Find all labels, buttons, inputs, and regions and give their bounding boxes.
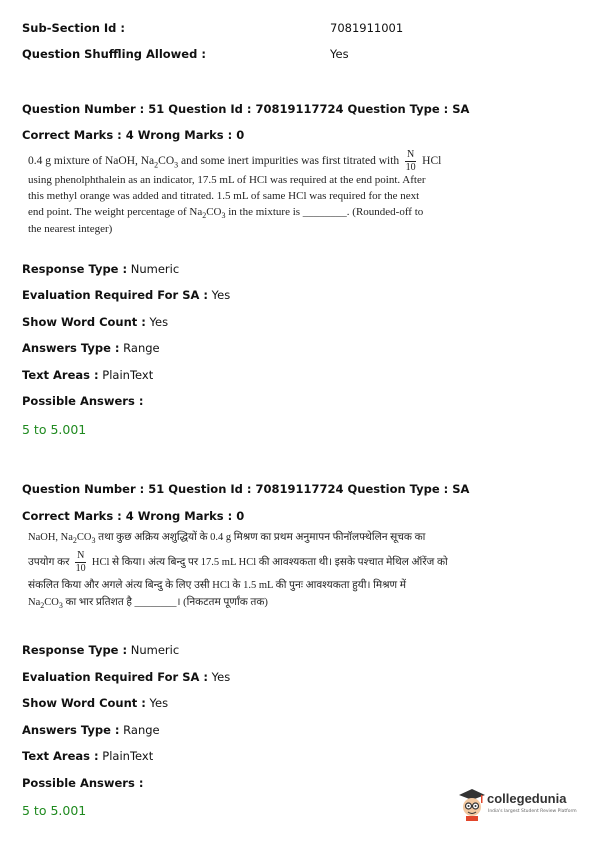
field-evaluation-required: Evaluation Required For SA : Yes [22, 670, 231, 684]
sub-section-label: Sub-Section Id : [22, 21, 126, 35]
question-marks: Correct Marks : 4 Wrong Marks : 0 [22, 128, 245, 142]
field-show-word-count: Show Word Count : Yes [22, 315, 169, 329]
question-marks: Correct Marks : 4 Wrong Marks : 0 [22, 509, 245, 523]
shuffle-value: Yes [330, 47, 349, 61]
fraction-n-over-10: $\frac{N}{10}$ [75, 550, 86, 575]
field-possible-answers: Possible Answers : [22, 394, 144, 408]
question-text-hindi: NaOH, $Na_2CO_3$ तथा कुछ अक्रिय अशुद्धियों के 0.4 g मिश्रण का प्रथम अनुमापन फीनॉलफ्थेलिन सूचक का उपयोग कर $\frac{N}{10}$ HCl से किया। अंत्य बिन्दु पर 17.5 mL HCl की आवश्यकता थी। इसके पश्चात मेथिल ऑरेंज को संकलित किया और अगले अंत्य बिन्दु के लिए उसी HCl के 1.5 mL की पुनः आवश्यकता हुयी। मिश्रण में $Na_2CO_3$ का भार प्रतिशत है ________। (निकटतम पूर्णांक तक) [28, 532, 448, 610]
shuffle-label: Question Shuffling Allowed : [22, 47, 206, 61]
sub-section-value: 7081911001 [330, 21, 404, 35]
field-answers-type: Answers Type : Range [22, 723, 160, 737]
graduate-mascot-icon [458, 787, 486, 821]
field-show-word-count: Show Word Count : Yes [22, 696, 169, 710]
field-answers-type: Answers Type : Range [22, 341, 160, 355]
field-text-areas: Text Areas : PlainText [22, 368, 154, 382]
fraction-n-over-10: $\frac{N}{10}$ [405, 149, 416, 173]
possible-answer-value: 5 to 5.001 [22, 422, 87, 437]
question-header: Question Number : 51 Question Id : 70819117724 Question Type : SA [22, 102, 470, 116]
logo-tagline: India's largest Student Review Platform [488, 809, 577, 814]
field-response-type: Response Type : Numeric [22, 643, 180, 657]
question-text-english: 0.4 g mixture of NaOH, $Na_2CO_3$ and some inert impurities was first titrated with $\frac{N}{10}$ HCl using phenolphthalein as an indicator, 17.5 mL of HCl was required at the end point. After this methyl orange was added and titrated. 1.5 mL of same HCl was required for the next end point. The weight percentage of $Na_2CO_3$ in the mixture is ________. (Rounded-off to the nearest integer) [28, 149, 442, 235]
possible-answer-value: 5 to 5.001 [22, 803, 87, 818]
field-response-type: Response Type : Numeric [22, 262, 180, 276]
collegedunia-logo [458, 787, 583, 823]
field-evaluation-required: Evaluation Required For SA : Yes [22, 288, 231, 302]
logo-wordmark: collegedunia [487, 791, 567, 806]
question-header: Question Number : 51 Question Id : 70819117724 Question Type : SA [22, 482, 470, 496]
field-text-areas: Text Areas : PlainText [22, 749, 154, 763]
field-possible-answers: Possible Answers : [22, 776, 144, 790]
